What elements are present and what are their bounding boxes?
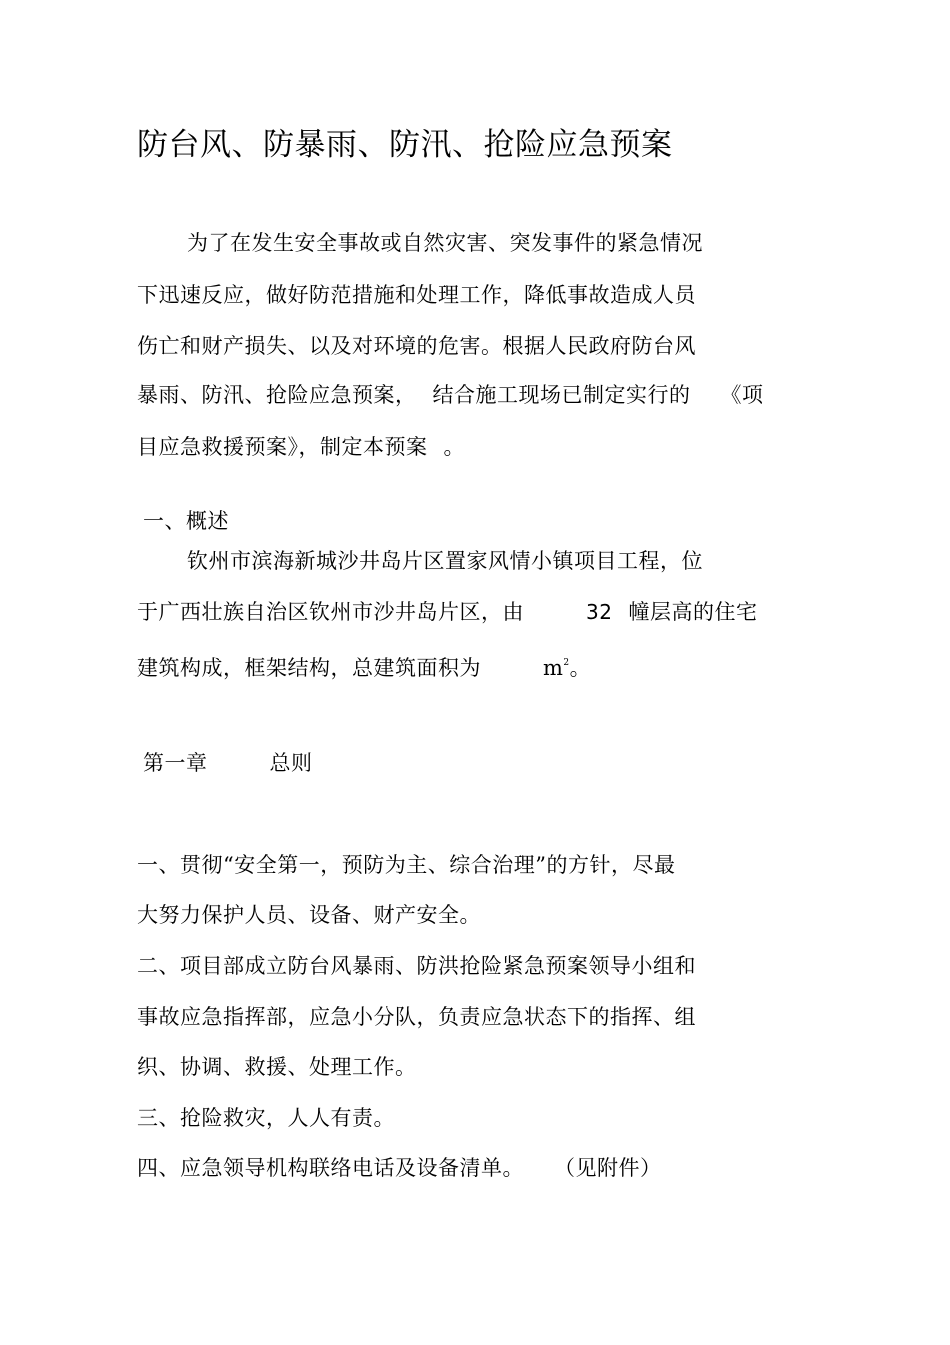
intro-line-5-end: 。 [443, 435, 465, 459]
overview-line-2-part-1: 于广西壮族自治区钦州市沙井岛片区，由 [137, 600, 524, 624]
intro-line-4-part-2: 结合施工现场已制定实行的 [432, 383, 691, 407]
intro-line-2: 下迅速反应，做好防范措施和处理工作，降低事故造成人员 [137, 283, 696, 307]
overview-line-2-part-2: 幢层高的住宅 [628, 600, 758, 624]
intro-line-5 [137, 432, 465, 462]
appendix-note: （见附件） [554, 1156, 662, 1180]
principle-2-line-2: 事故应急指挥部，应急小分队，负责应急状态下的指挥、组 [137, 1005, 696, 1029]
chapter-label: 第一章 [143, 751, 208, 775]
principle-2-line-1: 二、项目部成立防台风暴雨、防洪抢险紧急预案领导小组和 [137, 954, 696, 978]
chapter-heading [143, 748, 313, 778]
chapter-name: 总则 [269, 751, 313, 775]
principle-4-text: 四、应急领导机构联络电话及设备清单。 [137, 1156, 524, 1180]
intro-line-4-part-3: 《项 [720, 383, 764, 407]
intro-line-1: 为了在发生安全事故或自然灾害、突发事件的紧急情况 [187, 231, 703, 255]
intro-line-4 [137, 380, 764, 410]
overview-heading: 一、概述 [143, 509, 229, 533]
principle-4 [137, 1153, 662, 1183]
overview-line-1: 钦州市滨海新城沙井岛片区置家风情小镇项目工程，位 [187, 549, 703, 573]
principle-1-line-2: 大努力保护人员、设备、财产安全。 [137, 903, 481, 927]
principle-2-line-3: 织、协调、救援、处理工作。 [137, 1055, 417, 1079]
principle-1-line-1: 一、贯彻“安全第一，预防为主、综合治理”的方针，尽最 [137, 853, 676, 877]
document-title: 防台风、防暴雨、防汛、抢险应急预案 [137, 127, 673, 163]
principle-3: 三、抢险救灾，人人有责。 [137, 1106, 395, 1130]
area-unit-exponent: 2 [563, 658, 570, 668]
overview-line-2 [137, 597, 757, 627]
overview-line-3 [137, 648, 591, 683]
intro-line-4-part-1: 暴雨、防汛、抢险应急预案， [137, 383, 417, 407]
building-count: 32 [586, 600, 613, 624]
overview-line-3-end: 。 [569, 656, 592, 680]
intro-line-5-part-1: 目应急救援预案》，制定本预案 [137, 435, 428, 459]
overview-line-3-part-1: 建筑构成，框架结构，总建筑面积为 [137, 656, 481, 680]
intro-line-3: 伤亡和财产损失、以及对环境的危害。根据人民政府防台风 [137, 334, 696, 358]
area-unit: m [543, 656, 564, 680]
